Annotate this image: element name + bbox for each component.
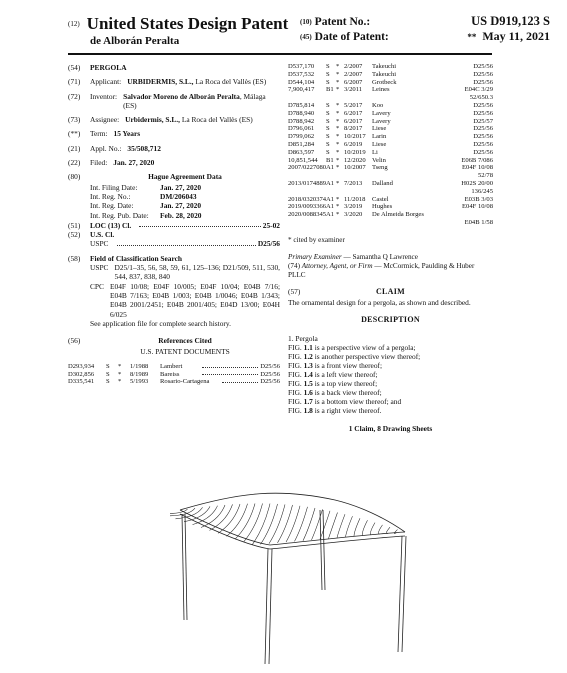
fig-label: 1.8 [303, 406, 313, 416]
fig-word: FIG. [288, 388, 302, 398]
claim-heading-row [288, 288, 493, 296]
uspc-value: D25/56 [257, 239, 280, 249]
ref-star: * [336, 63, 340, 70]
term-label: Term: [90, 129, 108, 139]
field-54 [68, 63, 280, 72]
field-num: (54) [68, 63, 81, 72]
pergola-drawing [170, 470, 420, 670]
fig-text: is another perspective view thereof; [314, 352, 421, 362]
header-divider [68, 53, 492, 55]
search-cpc-value: E04F 10/08; E04F 10/005; E04F 10/04; E04B 7/16; E04B 7/163; E04B 1/003; E04B 1/0046; E04B 1/343; E04B 2001/2451; E04B 2001/405; E04D 13/00; E04H 6/025 [109, 281, 280, 319]
ref-kind: A1 [326, 164, 335, 172]
ref-date: 3/2011 [344, 86, 363, 94]
ref-class: H02S 20/00 [461, 179, 493, 187]
ref-kind: S [326, 101, 330, 109]
reference-row [288, 86, 493, 94]
ref-class: D25/56 [473, 101, 493, 109]
ref-star: * [336, 179, 340, 187]
ref-class: D25/56 [473, 78, 493, 86]
ref-class: D25/56 [473, 63, 493, 70]
us-cl-label: U.S. Cl. [90, 230, 115, 240]
ref-kind: A1 [326, 179, 335, 187]
ref-star: * [118, 370, 122, 378]
ref-kind: S [326, 125, 330, 133]
figure-item [288, 406, 493, 415]
ref-no: D293,934 [68, 362, 95, 370]
ref-date: 6/2017 [344, 117, 363, 125]
field-52 [68, 230, 280, 239]
ref-kind: S [326, 78, 330, 86]
fig-text: is a top view thereof; [314, 379, 378, 389]
ref-kind: S [326, 117, 330, 125]
ref-class-continued: E04B 1/58 [464, 218, 493, 226]
field-num: (52) [68, 230, 81, 240]
field-51 [68, 221, 280, 230]
field-21 [68, 144, 280, 153]
ref-date: 10/2007 [344, 164, 366, 172]
reference-row [288, 118, 493, 126]
attorney-name: — McCormick, Paulding & Huber PLLC [288, 261, 475, 279]
ref-no: 10,851,544 [288, 156, 318, 164]
hague-value: Jan. 27, 2020 [160, 182, 202, 192]
ref-date: 1/1988 [130, 362, 149, 370]
ref-no: D788,942 [288, 117, 315, 125]
ref-class: D25/56 [473, 140, 493, 148]
examiner-name: — Samantha Q Lawrence [341, 252, 418, 261]
cited-note: * cited by examiner [288, 235, 345, 244]
figure-list [288, 334, 493, 415]
hague-key: Int. Reg. Pub. Date: [90, 210, 149, 220]
hague-data [90, 172, 280, 219]
ref-name: Lavery [372, 117, 391, 125]
fig-text: is a left view thereof; [314, 370, 378, 380]
ref-date: 3/2019 [344, 203, 363, 211]
ref-name: Castel [372, 195, 389, 203]
ref-class: E03B 3/03 [464, 195, 493, 203]
hague-key: Int. Filing Date: [90, 182, 138, 192]
ref-no: D788,940 [288, 109, 315, 117]
field-72 [68, 92, 280, 111]
ref-date: 3/2020 [344, 211, 363, 219]
patent-date-row [300, 29, 550, 44]
ref-star: * [118, 362, 122, 370]
ref-no: 2020/0088345 [288, 211, 327, 219]
reference-row [288, 149, 493, 157]
ref-no: 2018/0320374 [288, 195, 327, 203]
loc-label: LOC (13) Cl. [90, 220, 132, 230]
ref-name: Takeuchi [372, 70, 397, 78]
ref-class: D25/56 [260, 378, 280, 386]
ref-name: De Almeida Borges [372, 211, 424, 219]
fig-text: is a front view thereof; [314, 361, 383, 371]
applicant-name: URBIDERMIS, S.L., [127, 77, 194, 87]
term-value: 15 Years [113, 129, 141, 139]
reference-row [288, 196, 493, 204]
fig-label: 1.7 [303, 397, 313, 407]
ref-date: 10/2017 [344, 133, 366, 141]
hague-key: Int. Reg. No.: [90, 191, 131, 201]
reference-row [288, 102, 493, 110]
ref-kind: S [106, 370, 110, 378]
ref-kind: S [106, 362, 110, 370]
ref-kind: S [326, 140, 330, 148]
tag-10: (10) [300, 17, 312, 26]
hague-value: Jan. 27, 2020 [160, 201, 202, 211]
ref-class: E06B 7/086 [461, 156, 493, 164]
reference-row [68, 363, 280, 371]
ref-star: * [336, 78, 340, 86]
ref-name: Bareiss [160, 370, 180, 378]
claim-text: The ornamental design for a pergola, as shown and described. [288, 298, 471, 308]
patent-number-label: Patent No.: [314, 15, 371, 28]
ref-kind: S [326, 63, 330, 70]
ref-class: D25/56 [473, 148, 493, 156]
hague-key: Int. Reg. Date: [90, 201, 134, 211]
search-field-label: Field of Classification Search [90, 253, 183, 263]
description-heading: DESCRIPTION [361, 315, 420, 325]
field-num: (56) [68, 336, 81, 346]
applicant-location: La Roca del Vallès (ES) [193, 77, 267, 87]
ref-no: 7,900,417 [288, 86, 315, 94]
field-22 [68, 158, 280, 167]
ref-date: 8/2017 [344, 125, 363, 133]
ref-no: D335,541 [68, 378, 95, 386]
field-52-uspc [68, 239, 280, 248]
ref-class-continued: 52/650.3 [469, 94, 493, 102]
examiner-block [288, 253, 493, 280]
ref-class: E04C 3/29 [464, 86, 493, 94]
figure-item [288, 388, 493, 397]
hague-value: Feb. 28, 2020 [160, 210, 202, 220]
claim-num: (57) [288, 286, 301, 296]
figure-intro: 1. Pergola [288, 334, 318, 344]
ref-date: 5/1993 [130, 378, 149, 386]
ref-name: Koo [372, 101, 384, 109]
patent-number: US D919,123 S [471, 14, 550, 28]
ref-star: * [336, 195, 340, 203]
ref-date: 10/2019 [344, 148, 366, 156]
ref-no: D544,104 [288, 78, 315, 86]
loc-value: 25-02 [262, 220, 280, 230]
reference-row [288, 110, 493, 118]
reference-row [288, 157, 493, 165]
reference-row [288, 180, 493, 188]
hague-value: DM/206043 [160, 191, 197, 201]
ref-name: Liese [372, 140, 387, 148]
fig-word: FIG. [288, 379, 302, 389]
right-column [288, 63, 493, 433]
ref-date: 8/1989 [130, 370, 149, 378]
ref-name: Velin [372, 156, 386, 164]
references-title: References Cited [158, 336, 212, 346]
fig-label: 1.4 [303, 370, 313, 380]
ref-star: * [118, 378, 122, 386]
field-num: (22) [68, 158, 81, 168]
ref-name: Lavery [372, 109, 391, 117]
ref-class: D25/57 [473, 117, 493, 125]
ref-class-continued: 136/245 [471, 187, 493, 195]
figure-item [288, 352, 493, 361]
ref-name: Li [372, 148, 378, 156]
ref-no: 2007/0227080 [288, 164, 327, 172]
figure-item [288, 379, 493, 388]
field-term [68, 129, 280, 138]
ref-star: * [336, 140, 340, 148]
ref-date: 6/2019 [344, 140, 363, 148]
ref-name: Leines [372, 86, 390, 94]
fig-word: FIG. [288, 406, 302, 416]
ref-kind: S [106, 378, 110, 386]
ref-class: D25/56 [473, 70, 493, 78]
right-references [288, 63, 493, 227]
ref-name: Liese [372, 125, 387, 133]
appl-no-value: 35/508,712 [127, 143, 161, 153]
ref-star: * [336, 203, 340, 211]
ref-name: Hughes [372, 203, 393, 211]
field-num: (73) [68, 115, 81, 125]
fig-label: 1.1 [303, 343, 313, 353]
assignee-location: La Roca del Vallès (ES) [179, 115, 253, 125]
field-num: (51) [68, 220, 81, 230]
field-58-cpc [68, 282, 280, 319]
inventor-name: Salvador Moreno de Alborán Peralta [123, 91, 240, 101]
tag-12: (12) [68, 20, 80, 28]
field-num: (58) [68, 253, 81, 263]
ref-class: D25/56 [473, 109, 493, 117]
patent-number-row [300, 14, 550, 29]
ref-name: Takeuchi [372, 63, 397, 70]
reference-row [288, 125, 493, 133]
claim-heading: CLAIM [375, 286, 406, 296]
ref-no: D796,061 [288, 125, 315, 133]
attorney-num: (74) [288, 261, 300, 270]
ref-kind: S [326, 133, 330, 141]
field-80 [68, 172, 280, 219]
field-num: (72) [68, 91, 81, 101]
reference-row [68, 378, 280, 386]
ref-star: * [336, 86, 340, 94]
left-column [68, 63, 280, 386]
search-cpc-label: CPC [90, 281, 104, 291]
ref-star: * [336, 109, 340, 117]
header-right [300, 14, 550, 44]
inventor-label: Inventor: [90, 91, 118, 101]
ref-kind: S [326, 109, 330, 117]
field-71 [68, 77, 280, 86]
ref-no: D851,284 [288, 140, 315, 148]
reference-row [288, 133, 493, 141]
ref-kind: S [326, 148, 330, 156]
header-left [68, 14, 288, 47]
ref-no: 2019/0093366 [288, 203, 327, 211]
figure-item [288, 343, 493, 352]
uspc-label: USPC [90, 239, 109, 249]
field-58-note [68, 319, 280, 328]
ref-kind: S [326, 70, 330, 78]
ref-no: D863,597 [288, 148, 315, 156]
ref-class-continued: 52/78 [477, 172, 493, 180]
ref-star: * [336, 156, 340, 164]
figure-item [288, 397, 493, 406]
ref-date: 12/2020 [344, 156, 366, 164]
ref-star: * [336, 133, 340, 141]
ref-star: * [336, 148, 340, 156]
field-73 [68, 115, 280, 124]
search-history-note: See application file for complete search history. [90, 318, 231, 328]
inventor-location: , Málaga (ES) [123, 91, 266, 110]
appl-no-label: Appl. No.: [90, 143, 122, 153]
fig-word: FIG. [288, 343, 302, 353]
fig-text: is a back view thereof; [314, 388, 382, 398]
ref-date: 6/2017 [344, 109, 363, 117]
ref-name: Lambert [160, 362, 183, 370]
reference-row [68, 371, 280, 379]
fig-label: 1.2 [303, 352, 313, 362]
ref-no: D799,062 [288, 133, 315, 141]
reference-row [288, 79, 493, 87]
field-num: (71) [68, 77, 81, 87]
patent-date-label: Date of Patent: [314, 30, 389, 43]
reference-row [288, 141, 493, 149]
ref-no: D785,814 [288, 101, 315, 109]
ref-star: * [336, 164, 340, 172]
field-58-uspc [68, 263, 280, 282]
search-uspc-label: USPC [90, 263, 109, 273]
ref-date: 7/2013 [344, 179, 363, 187]
ref-class: D25/56 [260, 362, 280, 370]
ref-name: Dalland [372, 179, 393, 187]
ref-no: D537,170 [288, 63, 315, 70]
fig-text: is a perspective view of a pergola; [314, 343, 416, 353]
examiner-label: Primary Examiner [288, 252, 342, 261]
assignee-label: Assignee: [90, 115, 120, 125]
fig-word: FIG. [288, 397, 302, 407]
ref-name: Tseng [372, 164, 388, 172]
reference-row [288, 71, 493, 79]
ref-kind: B1 [326, 86, 334, 94]
ref-no: D537,532 [288, 70, 315, 78]
ref-star: * [336, 70, 340, 78]
ref-class: D25/56 [473, 133, 493, 141]
field-num: (**) [68, 129, 81, 139]
fig-word: FIG. [288, 361, 302, 371]
patent-date: May 11, 2021 [482, 29, 550, 43]
reference-row [288, 164, 493, 172]
ref-kind: A1 [326, 211, 335, 219]
figure-item [288, 370, 493, 379]
patent-title: United States Design Patent [86, 14, 289, 33]
fig-label: 1.3 [303, 361, 313, 371]
ref-name: Rosario-Cartagena [160, 378, 210, 386]
inventor-short: de Alborán Peralta [90, 35, 180, 47]
design-title: PERGOLA [90, 63, 127, 72]
fig-text: is a bottom view thereof; and [314, 397, 402, 407]
attorney-label: Attorney, Agent, or Firm [301, 261, 373, 270]
reference-row [288, 63, 493, 71]
ref-star: * [336, 211, 340, 219]
figure-item [288, 361, 493, 370]
fig-text: is a right view thereof. [314, 406, 382, 416]
ref-star: * [336, 117, 340, 125]
ref-no: D302,856 [68, 370, 95, 378]
tag-45: (45) [300, 32, 312, 41]
field-num: (80) [68, 172, 81, 182]
ref-name: Grotbeck [372, 78, 397, 86]
ref-star: * [336, 125, 340, 133]
ref-kind: B1 [326, 156, 334, 164]
ref-no: 2013/0174889 [288, 179, 327, 187]
ref-date: 11/2018 [344, 195, 366, 203]
fig-word: FIG. [288, 352, 302, 362]
ref-kind: A1 [326, 195, 335, 203]
field-56 [68, 336, 280, 345]
ref-date: 2/2007 [344, 63, 363, 70]
date-mark: ** [467, 31, 477, 42]
ref-class: E04F 10/08 [462, 164, 493, 172]
applicant-label: Applicant: [90, 77, 122, 87]
reference-row [288, 203, 493, 211]
ref-class: E04F 10/08 [462, 203, 493, 211]
filed-value: Jan. 27, 2020 [113, 158, 155, 168]
ref-class: D25/56 [260, 370, 280, 378]
hague-title: Hague Agreement Data [148, 172, 222, 182]
ref-name: Larin [372, 133, 387, 141]
ref-star: * [336, 101, 340, 109]
fig-label: 1.5 [303, 379, 313, 389]
fig-label: 1.6 [303, 388, 313, 398]
left-references [68, 363, 280, 386]
filed-label: Filed: [90, 158, 108, 168]
ref-class: D25/56 [473, 125, 493, 133]
field-num: (21) [68, 143, 81, 153]
reference-row [288, 211, 493, 219]
fig-word: FIG. [288, 370, 302, 380]
assignee-name: Urbidermis, S.L., [125, 115, 180, 125]
ref-date: 2/2007 [344, 70, 363, 78]
ref-kind: A1 [326, 203, 335, 211]
field-58 [68, 254, 280, 263]
ref-date: 5/2017 [344, 101, 363, 109]
us-patent-docs-title: U.S. PATENT DOCUMENTS [140, 347, 230, 357]
search-uspc-value: D25/1–35, 56, 58, 59, 61, 125–136; D21/509, 511, 530, 544, 837, 838, 840 [114, 263, 280, 282]
ref-date: 6/2007 [344, 78, 363, 86]
claims-summary: 1 Claim, 8 Drawing Sheets [348, 424, 433, 434]
